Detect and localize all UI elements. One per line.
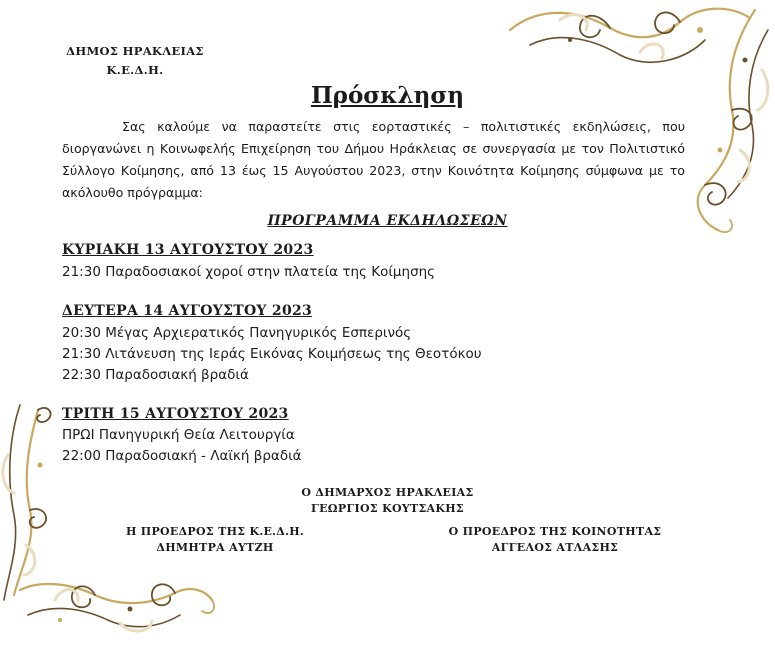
org-subname: Κ.Ε.Δ.Η. <box>106 63 164 77</box>
mayor-title: Ο ΔΗΜΑΡΧΟΣ ΗΡΑΚΛΕΙΑΣ <box>301 486 474 499</box>
community-president-name: ΑΓΓΕΛΟΣ ΑΤΛΑΣΗΣ <box>491 541 619 554</box>
kedh-president-signature <box>100 524 330 556</box>
event-item: 20:30 Μέγας Αρχιερατικός Πανηγυρικός Εσπερινός <box>62 325 412 341</box>
event-item: 21:30 Παραδοσιακοί χοροί στην πλατεία της Κοίμησης <box>62 264 436 280</box>
org-name: ΔΗΜΟΣ ΗΡΑΚΛΕΙΑΣ <box>66 44 204 58</box>
community-president-signature <box>425 524 685 556</box>
community-president-title: Ο ΠΡΟΕΔΡΟΣ ΤΗΣ ΚΟΙΝΟΤΗΤΑΣ <box>448 525 662 538</box>
mayor-signature <box>0 485 775 517</box>
event-item: 21:30 Λιτάνευση της Ιεράς Εικόνας Κοιμήσεως της Θεοτόκου <box>62 346 482 362</box>
kedh-president-name: ΔΗΜΗΤΡΑ ΑΥΤΖΗ <box>156 541 274 554</box>
intro-paragraph: Σας καλούμε να παραστείτε στις εορταστικές – πολιτιστικές εκδηλώσεις, που διοργανώνει η Κοινωφελής Επιχείρηση του Δήμου Ηράκλειας σε συνεργασία με τον Πολιτιστικό Σύλλογο Κοίμησης, από 13 έως 15 Αυγούστου 2023, στην Κοινότητα Κοίμησης σύμφωνα με το ακόλουθο πρόγραμμα: <box>62 119 685 200</box>
program-title: ΠΡΟΓΡΑΜΜΑ ΕΚΔΗΛΩΣΕΩΝ <box>267 213 508 229</box>
day-heading: ΤΡΙΤΗ 15 ΑΥΓΟΥΣΤΟΥ 2023 <box>62 406 289 422</box>
event-item: 22:00 Παραδοσιακή - Λαϊκή βραδιά <box>62 448 302 464</box>
event-item: 22:30 Παραδοσιακή βραδιά <box>62 367 249 383</box>
kedh-president-title: Η ΠΡΟΕΔΡΟΣ ΤΗΣ Κ.Ε.Δ.Η. <box>125 525 305 538</box>
day-heading: ΔΕΥΤΕΡΑ 14 ΑΥΓΟΥΣΤΟΥ 2023 <box>62 303 313 319</box>
day-heading: ΚΥΡΙΑΚΗ 13 ΑΥΓΟΥΣΤΟΥ 2023 <box>62 242 314 258</box>
page-title: Πρόσκληση <box>310 82 465 109</box>
organization-header <box>60 42 210 80</box>
event-item: ΠΡΩΙ Πανηγυρική Θεία Λειτουργία <box>62 427 295 443</box>
mayor-name: ΓΕΩΡΓΙΟΣ ΚΟΥΤΣΑΚΗΣ <box>310 502 465 515</box>
